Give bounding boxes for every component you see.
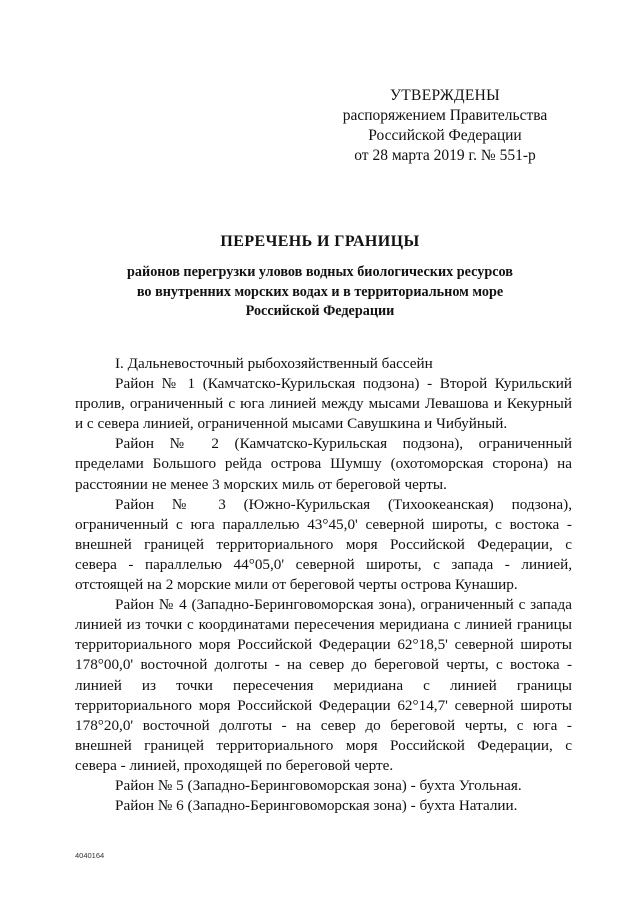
body-line: Район № 1 (Камчатско-Курильская подзона) - Второй Курильский: [115, 375, 572, 393]
approval-block: [330, 86, 560, 166]
body-line: линией из точки с координатами пересечения меридиана с линией границы: [75, 616, 572, 634]
document-title: ПЕРЕЧЕНЬ И ГРАНИЦЫ: [220, 233, 420, 250]
body-line: Район № 5 (Западно-Беринговоморская зона) - бухта Угольная.: [115, 776, 522, 794]
body-line: внешней границей территориального моря Российской Федерации, с: [75, 736, 572, 754]
approval-title: УТВЕРЖДЕНЫ: [390, 87, 500, 104]
body-line: пролив, ограниченный с юга линией между мысами Левашова и Кекурный: [75, 395, 572, 413]
approval-line-2: Российской Федерации: [368, 127, 522, 144]
body-line: линией из точки пересечения меридиана с линией границы: [75, 676, 572, 694]
body-line: расстоянии не менее 3 морских миль от береговой черты.: [75, 475, 447, 493]
body-line: севера - линией, проходящей по береговой черте.: [75, 756, 394, 774]
subtitle-line-1: районов перегрузки уловов водных биологических ресурсов: [127, 264, 513, 280]
body-line: отстоящей на 2 морские мили от береговой черты острова Кунашир.: [75, 576, 518, 594]
document-code: 4040164: [75, 851, 105, 860]
subtitle-line-3: Российской Федерации: [245, 303, 395, 319]
approval-line-1: распоряжением Правительства: [342, 107, 548, 124]
body-line: Район № 2 (Камчатско-Курильская подзона), ограниченный: [115, 435, 572, 453]
body-line: и с севера линией, ограниченной мысами Савушкина и Чибуйный.: [75, 415, 508, 433]
subtitle-line-2: во внутренних морских водах и в территориальном море: [136, 283, 504, 300]
approval-line-3: от 28 марта 2019 г. № 551-р: [354, 147, 536, 164]
body-line: 178°00,0' восточной долготы - на север до береговой черты, с востока -: [75, 656, 572, 674]
section-heading-far-east: I. Дальневосточный рыбохозяйственный бассейн: [115, 355, 433, 372]
body-line: ограниченный с юга параллелью 43°45,0' северной широты, с востока -: [75, 515, 572, 533]
body-line: 178°20,0' восточной долготы - на север до береговой черты, с юга -: [75, 716, 572, 734]
body-line: Район № 4 (Западно-Беринговоморская зона), ограниченный с запада: [115, 596, 572, 614]
document-subtitle: [70, 263, 570, 322]
body-line: севера - параллелью 44°05,0' северной широты, с запада - линией,: [75, 555, 572, 573]
document-body: [75, 354, 572, 816]
body-line: пределами Большого рейда острова Шумшу (охотоморская сторона) на: [75, 455, 572, 473]
body-line: Район № 6 (Западно-Беринговоморская зона) - бухта Наталии.: [115, 797, 518, 815]
body-line: территориального моря Российской Федерации 62°14,7' северной широты: [75, 696, 572, 714]
body-line: внешней границей территориального моря Российской Федерации, с: [75, 535, 572, 553]
body-line: территориального моря Российской Федерации 62°18,5' северной широты: [75, 636, 572, 654]
body-line: Район № 3 (Южно-Курильская (Тихоокеанская) подзона),: [115, 495, 572, 513]
